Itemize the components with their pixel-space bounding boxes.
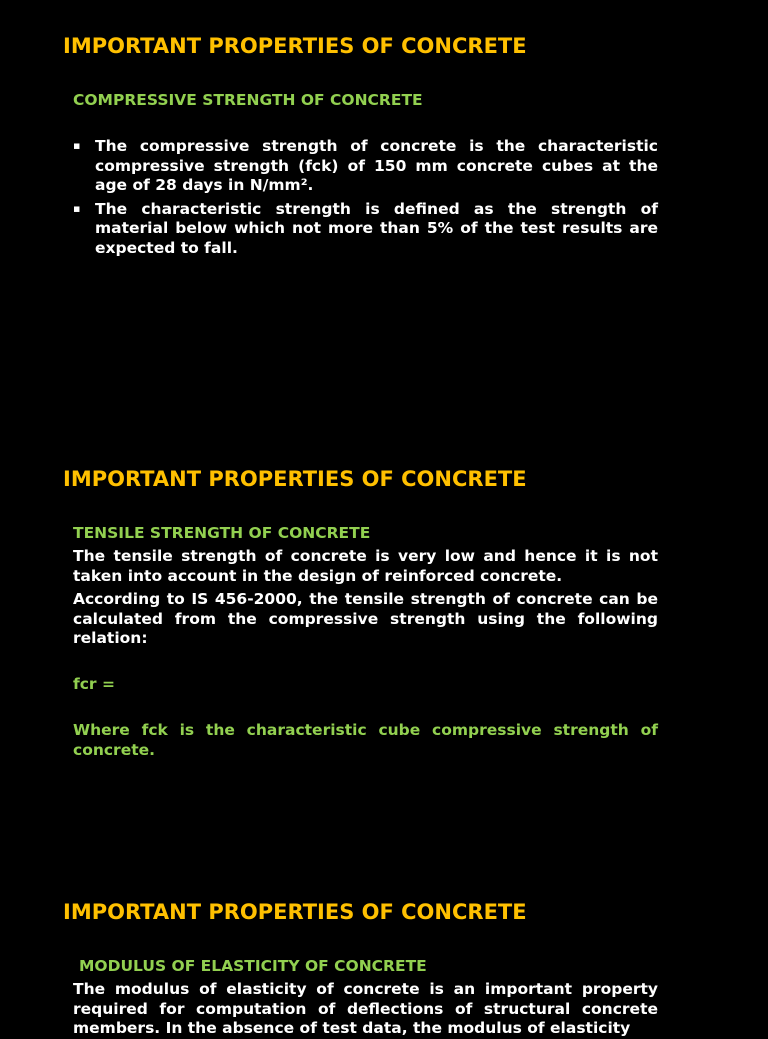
slide-subtitle: COMPRESSIVE STRENGTH OF CONCRETE [73,91,423,109]
slide-title: IMPORTANT PROPERTIES OF CONCRETE [63,467,527,491]
slide-tensile-strength [0,433,768,866]
bullet-item [73,137,658,196]
paragraph: According to IS 456-2000, the tensile strength of concrete can be calculated from the compressive strength using the following relation: [73,590,658,647]
square-bullet-icon: ▪ [73,201,81,215]
slide-modulus-of-elasticity [0,866,768,1037]
slide-title: IMPORTANT PROPERTIES OF CONCRETE [63,34,527,58]
slide-compressive-strength [0,0,768,433]
slide-subtitle: MODULUS OF ELASTICITY OF CONCRETE [79,957,427,975]
formula: fcr = [73,675,115,693]
paragraph: The modulus of elasticity of concrete is an important property required for computation of deflections of structural concrete members. In the absence of test data, the modulus of elasticity [73,980,658,1037]
paragraph: The tensile strength of concrete is very low and hence it is not taken into account in the design of reinforced concrete. [73,547,658,585]
bullet-item [73,200,658,259]
bullet-text: The characteristic strength is defined as the strength of material below which not more than 5% of the test results are expected to fall. [95,199,658,257]
slide-title: IMPORTANT PROPERTIES OF CONCRETE [63,900,527,924]
bullet-text: The compressive strength of concrete is the characteristic compressive strength (fck) of 150 mm concrete cubes at the age of 28 days in N/mm². [95,137,658,194]
bullet-list [73,137,658,262]
square-bullet-icon: ▪ [73,139,81,152]
formula-note: Where fck is the characteristic cube compressive strength of concrete. [73,721,658,759]
slide-subtitle: TENSILE STRENGTH OF CONCRETE [73,524,371,542]
